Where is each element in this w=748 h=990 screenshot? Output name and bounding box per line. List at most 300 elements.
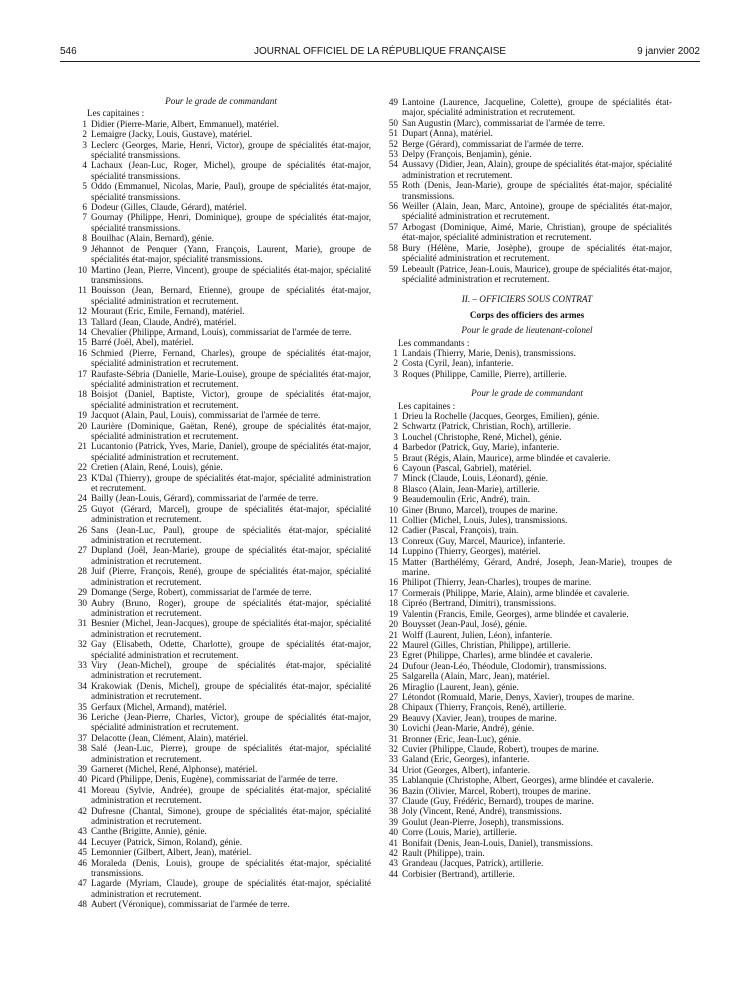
officer-entry: Viry (Jean-Michel), groupe de spécialités état-major, spécialité administration et recrutement. [91, 659, 371, 681]
rank-number: 13 [77, 316, 87, 327]
list-item [71, 410, 371, 420]
officer-entry: Cuvier (Philippe, Claude, Robert), troupes de marine. [402, 743, 599, 754]
list-item [382, 473, 672, 483]
rank-number: 9 [393, 494, 398, 505]
rank-number: 25 [77, 503, 87, 514]
officer-entry: K'Dal (Thierry), groupe de spécialités état-major, spécialité administration et recrutement. [91, 472, 371, 494]
list-item [71, 587, 371, 597]
rank-number: 10 [388, 504, 398, 515]
journal-title: JOURNAL OFFICIEL DE LA RÉPUBLIQUE FRANÇAISE [253, 46, 507, 57]
list-item [382, 869, 672, 879]
officer-entry: Grandeau (Jacques, Patrick), artillerie. [402, 858, 544, 869]
officer-entry: Uriot (Georges, Albert), infanterie. [402, 764, 530, 775]
officer-entry: Lecuyer (Patrick, Simon, Roland), génie. [91, 836, 243, 847]
list-item [71, 858, 371, 879]
rank-number: 8 [393, 483, 398, 494]
rank-number: 33 [388, 754, 398, 765]
list-item [71, 847, 371, 857]
list-item [382, 640, 672, 650]
rank-number: 39 [388, 816, 398, 827]
list-item [71, 317, 371, 327]
rank-number: 21 [388, 629, 398, 640]
officer-entry: Laurière (Dominique, Gaëtan, René), groupe de spécialités état-major, spécialité administration et recrutement. [91, 420, 371, 441]
officer-entry: Tallard (Jean, Claude, André), matériel. [91, 316, 237, 327]
officer-entry: Minck (Claude, Louis, Léonard), génie. [402, 473, 548, 484]
rank-number: 25 [388, 671, 398, 682]
list-item [71, 202, 371, 212]
officer-entry: Besnier (Michel, Jean-Jacques), groupe de spécialités état-major, spécialité administration et recrutement. [91, 618, 371, 639]
officer-entry: Moreau (Sylvie, Andrée), groupe de spécialités état-major, spécialité administration et recrutement. [91, 784, 371, 806]
rank-number: 54 [388, 159, 398, 170]
rank-number: 29 [388, 712, 398, 723]
rank-number: 15 [77, 337, 87, 348]
officer-entry: Chipaux (Thierry, François, René), artillerie. [402, 702, 567, 713]
right-column [382, 97, 672, 879]
list-item [382, 546, 672, 556]
officer-entry: Bonifait (Denis, Jean-Louis, Daniel), transmissions. [402, 837, 593, 848]
promotion-list [71, 119, 371, 910]
officer-entry: Oddo (Emmanuel, Nicolas, Marie, Paul), groupe de spécialités état-major, spécialité transmissions. [91, 181, 371, 202]
rank-number: 9 [82, 243, 87, 254]
rank-number: 33 [77, 659, 87, 670]
officer-entry: Salé (Jean-Luc, Pierre), groupe de spécialités état-major, spécialité administration et recrutement. [91, 743, 371, 764]
section-title: II. – OFFICIERS SOUS CONTRAT [461, 294, 593, 305]
list-lead: Les commandants : [398, 337, 470, 348]
rank-number: 27 [388, 691, 398, 702]
officer-entry: Maurel (Gilles, Christian, Philippe), artillerie. [402, 639, 571, 650]
officer-entry: Costa (Cyril, Jean), infanterie. [402, 358, 514, 369]
list-item [382, 180, 672, 201]
list-item [71, 702, 371, 712]
list-item [382, 453, 672, 463]
list-item [71, 421, 371, 442]
rank-number: 42 [77, 805, 87, 816]
officer-entry: Bazin (Olivier, Marcel, Robert), troupes de marine. [402, 785, 591, 796]
list-item [382, 411, 672, 421]
list-item [71, 660, 371, 681]
rank-number: 7 [82, 212, 87, 223]
rank-number: 7 [393, 473, 398, 484]
list-item [71, 337, 371, 347]
officer-entry: Miraglio (Laurent, Jean), génie. [402, 681, 519, 692]
list-item [382, 609, 672, 619]
rank-number: 36 [77, 711, 87, 722]
list-item [71, 212, 371, 233]
list-item [382, 713, 672, 723]
rank-number: 32 [77, 639, 87, 650]
officer-entry: Arbogast (Dominique, Aimé, Marie, Christian), groupe de spécialités état-major, spécialité administration et recrutement. [402, 221, 672, 243]
list-item [382, 525, 672, 535]
list-item [382, 149, 672, 159]
officer-entry: Bouysset (Jean-Paul, José), génie. [402, 619, 528, 630]
rank-number: 29 [77, 587, 87, 598]
officer-entry: Barré (Joël, Abel), matériel. [91, 337, 194, 348]
list-item [71, 899, 371, 909]
rank-number: 58 [388, 242, 398, 253]
rank-number: 16 [388, 577, 398, 588]
list-item [71, 618, 371, 639]
officer-entry: Braut (Régis, Alain, Maurice), arme blindée et cavalerie. [402, 452, 611, 463]
rank-number: 14 [388, 546, 398, 557]
officer-entry: Aubry (Bruno, Roger), groupe de spécialités état-major, spécialité administration et recrutement. [91, 597, 371, 618]
rank-number: 23 [77, 472, 87, 483]
list-item [382, 139, 672, 149]
list-item [71, 785, 371, 806]
list-item [382, 421, 672, 431]
list-lead: Les capitaines : [398, 400, 456, 411]
list-item [382, 702, 672, 712]
corps-title: Corps des officiers des armes [469, 309, 585, 320]
officer-entry: Cadier (Pascal, François), train. [402, 525, 519, 536]
list-item [71, 327, 371, 337]
list-item [382, 858, 672, 868]
officer-entry: Delacotte (Jean, Clément, Alain), matériel. [91, 732, 249, 743]
rank-number: 55 [388, 180, 398, 191]
officer-entry: Cretien (Alain, René, Louis), génie. [91, 462, 223, 473]
officer-entry: Collier (Michel, Louis, Jules), transmissions. [402, 515, 568, 526]
officer-entry: Dodeur (Gilles, Claude, Gérard), matériel. [91, 202, 247, 213]
rank-number: 16 [77, 347, 87, 358]
rank-number: 40 [388, 827, 398, 838]
officer-entry: Bronner (Eric, Jean-Luc), génie. [402, 733, 521, 744]
rank-number: 28 [77, 566, 87, 577]
rank-number: 3 [393, 368, 398, 379]
list-item [382, 358, 672, 368]
list-item [382, 754, 672, 764]
officer-entry: Bury (Hélène, Marie, Josèphe), groupe de spécialités état-major, spécialité administration et recrutement. [402, 242, 672, 264]
list-item [382, 159, 672, 180]
rank-number: 39 [77, 764, 87, 774]
list-item [71, 878, 371, 899]
officer-entry: Dupland (Joël, Jean-Marie), groupe de spécialités état-major, spécialité administration et recrutement. [91, 545, 371, 566]
officer-entry: Gournay (Philippe, Henri, Dominique), groupe de spécialités état-major, spécialité transmissions. [91, 212, 371, 233]
list-item [382, 442, 672, 452]
list-item [71, 119, 371, 129]
list-item [71, 493, 371, 503]
list-item [382, 588, 672, 598]
officer-entry: Goulut (Jean-Pierre, Joseph), transmissions. [402, 816, 564, 827]
list-item [382, 630, 672, 640]
rank-number: 10 [77, 264, 87, 275]
list-item [382, 682, 672, 692]
rank-number: 44 [388, 868, 398, 879]
list-item [71, 681, 371, 702]
rank-number: 12 [388, 525, 398, 536]
issue-date: 9 janvier 2002 [637, 46, 700, 57]
officer-entry: Leriche (Jean-Pierre, Charles, Victor), groupe de spécialités état-major, spécialité administration et recrutement. [91, 711, 371, 733]
list-item [71, 389, 371, 410]
officer-entry: Cayoun (Pascal, Gabriel), matériel. [402, 463, 532, 473]
rank-number: 30 [77, 597, 87, 608]
list-item [382, 661, 672, 671]
officer-entry: Drieu la Rochelle (Jacques, Georges, Emilien), génie. [402, 410, 600, 421]
rank-number: 2 [82, 129, 87, 140]
list-item [382, 505, 672, 515]
officer-entry: Bailly (Jean-Louis, Gérard), commissariat de l'armée de terre. [91, 493, 319, 504]
rank-number: 27 [77, 545, 87, 556]
officer-entry: Matter (Barthélémy, Gérard, André, Joseph, Jean-Marie), troupes de marine. [402, 556, 672, 578]
rank-number: 41 [388, 837, 398, 848]
officer-entry: Landais (Thierry, Marie, Denis), transmissions. [402, 347, 576, 358]
rank-number: 6 [393, 463, 398, 473]
list-item [71, 774, 371, 784]
rank-number: 5 [393, 452, 398, 463]
list-item [382, 619, 672, 629]
list-item [71, 826, 371, 836]
list-item [71, 244, 371, 265]
grade-heading-commandant: Pour le grade de commandant [165, 96, 277, 106]
rank-number: 40 [77, 774, 87, 785]
officer-entry: Garneret (Michel, René, Alphonse), matériel. [91, 764, 258, 774]
left-column [71, 96, 371, 910]
officer-entry: Jéhannot de Penquer (Yann, François, Laurent, Marie), groupe de spécialités état-major, spécialité transmissions. [91, 243, 371, 265]
officer-entry: Lemaigre (Jacky, Louis, Gustave), matériel. [91, 129, 253, 140]
rank-number: 1 [393, 347, 398, 358]
rank-number: 35 [388, 775, 398, 786]
list-item [382, 817, 672, 827]
rank-number: 17 [77, 368, 87, 379]
rank-number: 45 [77, 847, 87, 858]
officer-entry: Sans (Jean-Luc, Paul), groupe de spécialités état-major, spécialité administration et recrutement. [91, 524, 371, 546]
list-item [382, 692, 672, 702]
list-item [382, 369, 672, 379]
rank-number: 6 [82, 202, 87, 213]
officer-entry: Raufaste-Sébria (Danielle, Marie-Louise), groupe de spécialités état-major, spécialité administration et recrutement. [91, 368, 371, 389]
rank-number: 13 [388, 535, 398, 546]
grade-heading-commandant-contract: Pour le grade de commandant [471, 388, 583, 399]
list-item [382, 775, 672, 785]
rank-number: 52 [388, 138, 398, 149]
list-item [382, 598, 672, 608]
officer-entry: Salgarella (Alain, Marc, Jean), matériel. [402, 671, 550, 682]
officer-entry: Beaudemoulin (Eric, André), train. [402, 494, 531, 505]
rank-number: 18 [388, 598, 398, 609]
list-item [71, 160, 371, 181]
officer-entry: Bouilhac (Alain, Bernard), génie. [91, 233, 214, 244]
list-item [382, 744, 672, 754]
rank-number: 3 [393, 431, 398, 442]
list-item [382, 432, 672, 442]
officer-entry: Corre (Louis, Marie), artillerie. [402, 827, 517, 838]
rank-number: 21 [77, 441, 87, 452]
rank-number: 1 [393, 410, 398, 421]
rank-number: 46 [77, 857, 87, 868]
list-item [382, 201, 672, 222]
list-item [382, 806, 672, 816]
officer-entry: Louchel (Christophe, René, Michel), génie. [402, 431, 562, 442]
rank-number: 2 [393, 421, 398, 432]
list-item [71, 233, 371, 243]
page-number: 546 [60, 46, 77, 57]
rank-number: 18 [77, 389, 87, 400]
list-item [382, 848, 672, 858]
list-item [382, 484, 672, 494]
officer-entry: Gay (Elisabeth, Odette, Charlotte), groupe de spécialités état-major, spécialité administration et recrutement. [91, 639, 371, 660]
list-item [71, 837, 371, 847]
rank-number: 20 [77, 420, 87, 431]
officer-entry: Cormerais (Philippe, Marie, Alain), arme blindée et cavalerie. [402, 587, 630, 598]
rank-number: 53 [388, 149, 398, 160]
rank-number: 28 [388, 702, 398, 713]
list-item [71, 525, 371, 546]
rank-number: 23 [388, 650, 398, 661]
list-item [71, 473, 371, 494]
officer-entry: Lantoine (Laurence, Jacqueline, Colette), groupe de spécialités état-major, spécialité administration et recrutement. [402, 97, 672, 118]
list-item [382, 536, 672, 546]
list-item [71, 140, 371, 161]
officer-entry: Gerfaux (Michel, Armand), matériel. [91, 701, 227, 712]
officer-entry: Chevalier (Philippe, Armand, Louis), commissariat de l'armée de terre. [91, 326, 352, 337]
list-item [382, 838, 672, 848]
officer-entry: Aussavy (Didier, Jean, Alain), groupe de spécialités état-major, spécialité administration et recrutement. [402, 159, 672, 180]
list-item [382, 765, 672, 775]
rank-number: 24 [77, 493, 87, 504]
promotion-list-lieutenant-colonel [382, 348, 672, 379]
officer-entry: Boisjot (Daniel, Baptiste, Victor), groupe de spécialités état-major, spécialité administration et recrutement. [91, 389, 371, 410]
officer-entry: Domange (Serge, Robert), commissariat de l'armée de terre. [91, 587, 312, 598]
promotion-list-continued [382, 97, 672, 284]
promotion-list-commandant [382, 411, 672, 879]
rank-number: 50 [388, 117, 398, 128]
officer-entry: Valentin (Francis, Emile, Georges), arme blindée et cavalerie. [402, 608, 629, 619]
list-item [382, 650, 672, 660]
rank-number: 26 [388, 681, 398, 692]
list-item [71, 598, 371, 619]
list-item [382, 557, 672, 578]
list-item [382, 348, 672, 358]
rank-number: 26 [77, 524, 87, 535]
officer-entry: Lucantonio (Patrick, Yves, Marie, Daniel), groupe de spécialités état-major, spécialité administration et recrutement. [91, 441, 371, 462]
officer-entry: Leclerc (Georges, Marie, Henri, Victor), groupe de spécialités état-major, spécialité transmissions. [91, 139, 371, 161]
officer-entry: Dufresne (Chantal, Simone), groupe de spécialités état-major, spécialité administration et recrutement. [91, 805, 371, 827]
rank-number: 5 [82, 181, 87, 192]
list-item [382, 671, 672, 681]
list-item [71, 129, 371, 139]
rank-number: 37 [77, 732, 87, 743]
rank-number: 38 [77, 743, 87, 754]
rank-number: 57 [388, 221, 398, 232]
officer-entry: Krakowiak (Denis, Michel), groupe de spécialités état-major, spécialité administration et recrutement. [91, 680, 371, 702]
officer-entry: Dupart (Anna), matériel. [402, 128, 493, 139]
rank-number: 20 [388, 619, 398, 630]
rank-number: 41 [77, 784, 87, 795]
list-item [382, 222, 672, 243]
list-item [382, 786, 672, 796]
rank-number: 48 [77, 899, 87, 910]
officer-entry: Juif (Pierre, François, René), groupe de spécialités état-major, spécialité administration et recrutement. [91, 566, 371, 587]
list-item [71, 764, 371, 774]
rank-number: 3 [82, 139, 87, 150]
rank-number: 34 [77, 680, 87, 691]
list-item [382, 494, 672, 504]
rank-number: 19 [77, 410, 87, 421]
list-item [382, 723, 672, 733]
rank-number: 35 [77, 701, 87, 712]
officer-entry: Lablanquie (Christophe, Albert, Georges), arme blindée et cavalerie. [402, 775, 654, 786]
rank-number: 12 [77, 306, 87, 317]
rank-number: 8 [82, 233, 87, 244]
rank-number: 11 [78, 285, 87, 296]
officer-entry: Didier (Pierre-Marie, Albert, Emmanuel), matériel. [91, 118, 279, 129]
officer-entry: Schmied (Pierre, Fernand, Charles), groupe de spécialités état-major, spécialité administration et recrutement. [91, 347, 371, 369]
header-rule [60, 61, 700, 62]
list-item [71, 743, 371, 764]
officer-entry: San Augustin (Marc), commissariat de l'armée de terre. [402, 117, 605, 128]
officer-entry: Moraleda (Denis, Louis), groupe de spécialités état-major, spécialité transmissions. [91, 857, 371, 879]
rank-number: 38 [388, 806, 398, 817]
rank-number: 43 [388, 858, 398, 869]
officer-entry: Berge (Gérard), commissariat de l'armée de terre. [402, 138, 584, 149]
list-item [71, 265, 371, 286]
list-item [382, 515, 672, 525]
officer-entry: Weiller (Alain, Jean, Marc, Antoine), groupe de spécialités état-major, spécialité administration et recrutement. [402, 201, 672, 222]
list-item [71, 566, 371, 587]
officer-entry: Galand (Eric, Georges), infanterie. [402, 754, 530, 765]
officer-entry: Cipréo (Bertrand, Dimitri), transmissions. [402, 598, 557, 609]
officer-entry: Lebeault (Patrice, Jean-Louis, Maurice), groupe de spécialités état-major, spécialité administration et recrutement. [402, 263, 672, 284]
officer-entry: Lemonnier (Gilbert, Albert, Jean), matériel. [91, 847, 252, 858]
list-item [382, 128, 672, 138]
list-item [382, 243, 672, 264]
list-item [71, 462, 371, 472]
officer-entry: Schwartz (Patrick, Christian, Roch), artillerie. [402, 421, 571, 432]
officer-entry: Conreux (Guy, Marcel, Maurice), infanterie. [402, 535, 566, 546]
officer-entry: Giner (Bruno, Marcel), troupes de marine. [402, 504, 558, 515]
rank-number: 36 [388, 785, 398, 796]
list-item [71, 285, 371, 306]
officer-entry: Roques (Philippe, Camille, Pierre), artillerie. [402, 368, 567, 379]
list-item [382, 463, 672, 473]
rank-number: 51 [388, 128, 398, 139]
officer-entry: Jacquot (Alain, Paul, Louis), commissariat de l'armée de terre. [91, 410, 321, 421]
officer-entry: Wolff (Laurent, Julien, Léon), infanterie. [402, 629, 553, 640]
rank-number: 37 [388, 796, 398, 806]
officer-entry: Delpy (François, Benjamin), génie. [402, 149, 532, 160]
list-item [71, 306, 371, 316]
officer-entry: Rault (Philippe), train. [402, 848, 485, 859]
list-item [382, 97, 672, 118]
list-item [71, 348, 371, 369]
officer-entry: Philipot (Thierry, Jean-Charles), troupes de marine. [402, 577, 592, 588]
rank-number: 17 [388, 587, 398, 598]
officer-entry: Blasco (Alain, Jean-Marie), artillerie. [402, 483, 540, 494]
list-item [71, 441, 371, 462]
page-header [60, 46, 700, 60]
officer-entry: Roth (Denis, Jean-Marie), groupe de spécialités état-major, spécialité transmissions. [402, 180, 672, 201]
list-item [71, 806, 371, 827]
rank-number: 4 [82, 160, 87, 171]
rank-number: 56 [388, 201, 398, 212]
rank-number: 1 [82, 118, 87, 129]
list-item [382, 264, 672, 285]
rank-number: 14 [77, 326, 87, 337]
officer-entry: Guyot (Gérard, Marcel), groupe de spécialités état-major, spécialité administration et recrutement. [91, 503, 371, 525]
list-item [382, 734, 672, 744]
rank-number: 4 [393, 442, 398, 453]
rank-number: 11 [389, 515, 398, 526]
list-lead: Les capitaines : [87, 108, 145, 119]
list-item [71, 639, 371, 660]
officer-entry: Beauvy (Xavier, Jean), troupes de marine. [402, 712, 557, 723]
rank-number: 31 [388, 733, 398, 744]
rank-number: 31 [77, 618, 87, 629]
officer-entry: Picard (Philippe, Denis, Eugène), commissariat de l'armée de terre. [91, 774, 338, 785]
rank-number: 30 [388, 723, 398, 734]
officer-entry: Corbisier (Bertrand), artillerie. [402, 868, 515, 879]
grade-heading-lieutenant-colonel: Pour le grade de lieutenant-colonel [461, 325, 593, 336]
list-item [71, 504, 371, 525]
officer-entry: Canthe (Brigitte, Annie), génie. [91, 826, 207, 837]
